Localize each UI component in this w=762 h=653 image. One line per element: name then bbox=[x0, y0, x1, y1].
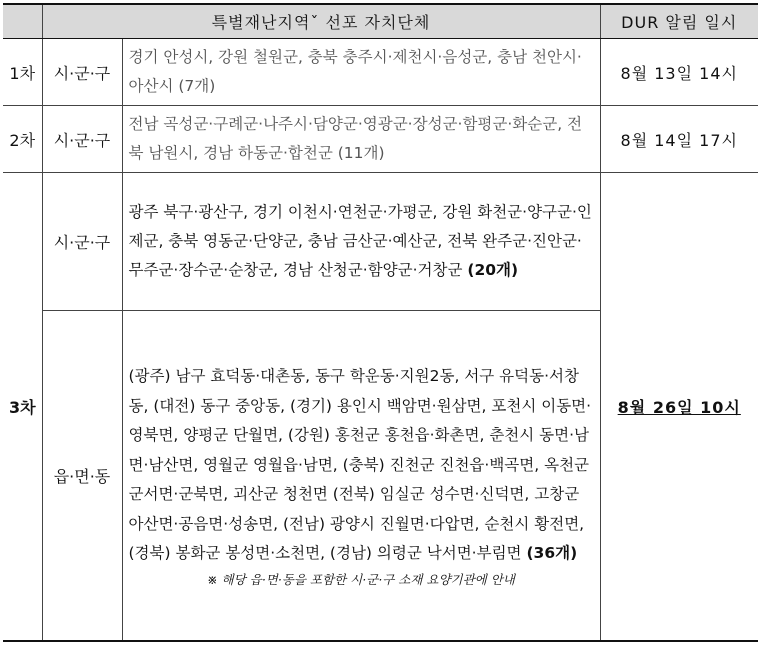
alert-date: 8월 13일 14시 bbox=[600, 39, 758, 106]
unit-label: 시·군·구 bbox=[42, 173, 122, 311]
alert-date: 8월 14일 17시 bbox=[600, 106, 758, 173]
area-list bbox=[122, 311, 600, 641]
area-count: (36개) bbox=[526, 544, 578, 562]
round-label: 3차 bbox=[3, 173, 42, 641]
area-list-text: 광주 북구·광산구, 경기 이천시·연천군·가평군, 강원 화천군·양구군·인제군, 충북 영동군·단양군, 충남 금산군·예산군, 전북 완주군·진안군·무주군·장수군·순창군, 경남 산청군·함양군·거창군 bbox=[128, 203, 592, 279]
table-row bbox=[3, 39, 758, 106]
unit-label: 읍·면·동 bbox=[42, 311, 122, 641]
unit-label: 시·군·구 bbox=[42, 106, 122, 173]
table-row bbox=[3, 106, 758, 173]
unit-label: 시·군·구 bbox=[42, 39, 122, 106]
table-header-row bbox=[3, 4, 758, 39]
alert-date: 8월 26일 10시 bbox=[617, 397, 741, 417]
area-list bbox=[122, 173, 600, 311]
footnote: ※ 해당 읍·면·동을 포함한 시·군·구 소재 요양기관에 안내 bbox=[207, 571, 515, 587]
table-row bbox=[3, 173, 758, 311]
alert-date-cell bbox=[600, 173, 758, 641]
area-count: (20개) bbox=[467, 261, 519, 279]
area-list: 경기 안성시, 강원 철원군, 충북 충주시·제천시·음성군, 충남 천안시·아산시 (7개) bbox=[122, 39, 600, 106]
round-label: 2차 bbox=[3, 106, 42, 173]
round-label: 1차 bbox=[3, 39, 42, 106]
header-area-column: 특별재난지역ˇ 선포 자치단체 bbox=[42, 4, 600, 39]
header-corner bbox=[3, 4, 42, 39]
area-list: 전남 곡성군·구례군·나주시·담양군·영광군·장성군·함평군·화순군, 전북 남원시, 경남 하동군·합천군 (11개) bbox=[122, 106, 600, 173]
header-date-column: DUR 알림 일시 bbox=[600, 4, 758, 39]
area-list-text: (광주) 남구 효덕동·대촌동, 동구 학운동·지원2동, 서구 유덕동·서창동, (대전) 동구 중앙동, (경기) 용인시 백암면·원삼면, 포천시 이동면·영북면, 양평군 단월면, (강원) 홍천군 홍천읍·화촌면, 춘천시 동면·남면·남산면, 영월군 영월읍·남면, (충북) 진천군 진천읍·백곡면, 옥천군 군서면·군북면, 괴산군 청천면 (전북) 임실군 성수면·신덕면, 고창군 아산면·공음면·성송면, (전남) 광양시 진월면·다압면, 순천시 황전면, (경북) 봉화군 봉성면·소천면, (경남) 의령군 낙서면·부림면 bbox=[128, 367, 592, 562]
disaster-area-table bbox=[3, 3, 758, 642]
